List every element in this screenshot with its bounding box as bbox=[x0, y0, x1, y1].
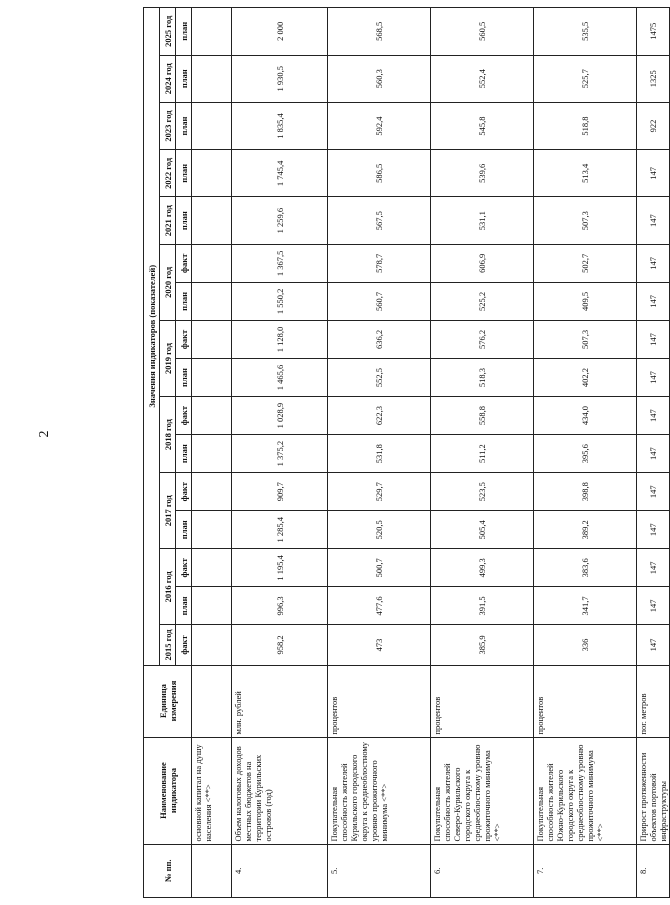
value-cell bbox=[192, 549, 232, 587]
value-cell bbox=[192, 150, 232, 197]
document-table-sheet bbox=[143, 7, 668, 898]
value-cell: 147 bbox=[637, 511, 670, 549]
value-cell: 606,9 bbox=[431, 244, 534, 282]
value-cell bbox=[192, 397, 232, 435]
header-subcolumn: факт bbox=[176, 244, 192, 282]
header-year: 2016 год bbox=[160, 549, 176, 625]
indicator-name: Покупательная способность жителей Курильского городского округа к среднеоблостному уровню прожиточного минимума <**> bbox=[328, 737, 431, 844]
indicator-unit bbox=[192, 665, 232, 737]
value-cell: 383,6 bbox=[534, 549, 637, 587]
indicator-unit: пог. метров bbox=[637, 665, 670, 737]
table-row bbox=[192, 8, 232, 898]
value-cell bbox=[192, 625, 232, 665]
header-subcolumn: план bbox=[176, 197, 192, 244]
page-number: 2 bbox=[37, 430, 52, 438]
value-cell: 560,3 bbox=[328, 55, 431, 102]
table-row bbox=[637, 8, 670, 898]
value-cell: 1 285,4 bbox=[232, 511, 328, 549]
value-cell: 636,2 bbox=[328, 320, 431, 358]
header-subcolumn: факт bbox=[176, 625, 192, 665]
table-row bbox=[534, 8, 637, 898]
value-cell: 1 550,2 bbox=[232, 282, 328, 320]
value-cell bbox=[192, 435, 232, 473]
value-cell: 529,7 bbox=[328, 473, 431, 511]
row-number bbox=[192, 844, 232, 897]
value-cell: 341,7 bbox=[534, 587, 637, 625]
value-cell: 622,3 bbox=[328, 397, 431, 435]
header-subcolumn: факт bbox=[176, 549, 192, 587]
value-cell: 520,5 bbox=[328, 511, 431, 549]
value-cell: 147 bbox=[637, 320, 670, 358]
value-cell: 539,6 bbox=[431, 150, 534, 197]
header-subcolumn: план bbox=[176, 587, 192, 625]
value-cell: 147 bbox=[637, 435, 670, 473]
value-cell: 385,9 bbox=[431, 625, 534, 665]
row-number: 6. bbox=[431, 844, 534, 897]
row-number: 4. bbox=[232, 844, 328, 897]
value-cell bbox=[192, 244, 232, 282]
header-subcolumn: план bbox=[176, 511, 192, 549]
value-cell: 1 835,4 bbox=[232, 102, 328, 149]
value-cell bbox=[192, 587, 232, 625]
header-year: 2018 год bbox=[160, 397, 176, 473]
value-cell: 592,4 bbox=[328, 102, 431, 149]
header-values-group: Значения индикаторов (показателей) bbox=[144, 8, 160, 666]
value-cell: 578,7 bbox=[328, 244, 431, 282]
value-cell: 560,7 bbox=[328, 282, 431, 320]
header-subcolumn: план bbox=[176, 8, 192, 56]
header-year: 2021 год bbox=[160, 197, 176, 244]
indicator-name: Покупательная способность жителей Южно-Курильского городского округа к среднеоблостному уровню прожиточного минимума <**> bbox=[534, 737, 637, 844]
value-cell: 391,5 bbox=[431, 587, 534, 625]
table-row bbox=[232, 8, 328, 898]
value-cell: 507,3 bbox=[534, 320, 637, 358]
value-cell bbox=[192, 358, 232, 396]
value-cell: 523,5 bbox=[431, 473, 534, 511]
value-cell: 473 bbox=[328, 625, 431, 665]
header-no: № пп. bbox=[144, 844, 192, 897]
value-cell: 1 930,5 bbox=[232, 55, 328, 102]
value-cell: 518,3 bbox=[431, 358, 534, 396]
indicator-unit: млн. рублей bbox=[232, 665, 328, 737]
header-year: 2020 год bbox=[160, 244, 176, 320]
value-cell: 147 bbox=[637, 587, 670, 625]
header-subcolumn: план bbox=[176, 102, 192, 149]
value-cell: 545,8 bbox=[431, 102, 534, 149]
value-cell: 558,8 bbox=[431, 397, 534, 435]
header-subcolumn: факт bbox=[176, 320, 192, 358]
value-cell: 1 375,2 bbox=[232, 435, 328, 473]
value-cell: 909,7 bbox=[232, 473, 328, 511]
indicator-unit: процентов bbox=[534, 665, 637, 737]
value-cell: 1325 bbox=[637, 55, 670, 102]
value-cell: 1 745,4 bbox=[232, 150, 328, 197]
table-row bbox=[328, 8, 431, 898]
value-cell: 511,2 bbox=[431, 435, 534, 473]
header-year: 2017 год bbox=[160, 473, 176, 549]
value-cell: 922 bbox=[637, 102, 670, 149]
header-year: 2025 год bbox=[160, 8, 176, 56]
value-cell: 477,6 bbox=[328, 587, 431, 625]
header-subcolumn: план bbox=[176, 358, 192, 396]
value-cell: 505,4 bbox=[431, 511, 534, 549]
value-cell bbox=[192, 320, 232, 358]
value-cell: 535,5 bbox=[534, 8, 637, 56]
value-cell: 1 465,6 bbox=[232, 358, 328, 396]
value-cell: 552,5 bbox=[328, 358, 431, 396]
value-cell: 500,7 bbox=[328, 549, 431, 587]
value-cell bbox=[192, 102, 232, 149]
indicator-name: Прирост протяженности объектов портовой инфраструктуры bbox=[637, 737, 670, 844]
value-cell: 402,2 bbox=[534, 358, 637, 396]
value-cell: 518,8 bbox=[534, 102, 637, 149]
value-cell: 409,5 bbox=[534, 282, 637, 320]
value-cell: 147 bbox=[637, 358, 670, 396]
value-cell: 552,4 bbox=[431, 55, 534, 102]
header-year: 2022 год bbox=[160, 150, 176, 197]
header-year: 2023 год bbox=[160, 102, 176, 149]
value-cell: 389,2 bbox=[534, 511, 637, 549]
value-cell: 398,8 bbox=[534, 473, 637, 511]
header-subcolumn: план bbox=[176, 150, 192, 197]
value-cell bbox=[192, 282, 232, 320]
indicator-unit: процентов bbox=[328, 665, 431, 737]
value-cell: 336 bbox=[534, 625, 637, 665]
value-cell: 147 bbox=[637, 549, 670, 587]
value-cell bbox=[192, 197, 232, 244]
indicator-unit: процентов bbox=[431, 665, 534, 737]
header-subcolumn: факт bbox=[176, 473, 192, 511]
header-unit: Единица измерения bbox=[144, 665, 192, 737]
value-cell: 147 bbox=[637, 625, 670, 665]
indicator-name: Объем налоговых доходов местных бюджетов на территории Курильских островов (год) bbox=[232, 737, 328, 844]
header-subcolumn: план bbox=[176, 282, 192, 320]
value-cell: 531,8 bbox=[328, 435, 431, 473]
indicators-table bbox=[143, 7, 670, 898]
value-cell bbox=[192, 473, 232, 511]
value-cell: 147 bbox=[637, 150, 670, 197]
value-cell: 576,2 bbox=[431, 320, 534, 358]
indicator-name: Покупательная способность жителей Северо-Курильского городского округа к среднеоблостному уровню прожиточного минимума <**> bbox=[431, 737, 534, 844]
value-cell: 567,5 bbox=[328, 197, 431, 244]
header-subcolumn: план bbox=[176, 435, 192, 473]
value-cell: 560,5 bbox=[431, 8, 534, 56]
value-cell: 2 000 bbox=[232, 8, 328, 56]
value-cell: 147 bbox=[637, 244, 670, 282]
value-cell: 147 bbox=[637, 473, 670, 511]
header-year: 2019 год bbox=[160, 320, 176, 396]
value-cell: 1 195,4 bbox=[232, 549, 328, 587]
value-cell: 958,2 bbox=[232, 625, 328, 665]
value-cell: 147 bbox=[637, 197, 670, 244]
row-number: 5. bbox=[328, 844, 431, 897]
value-cell: 568,5 bbox=[328, 8, 431, 56]
value-cell bbox=[192, 55, 232, 102]
value-cell: 147 bbox=[637, 397, 670, 435]
value-cell: 1475 bbox=[637, 8, 670, 56]
indicator-name: основной капитал на душу населения <**> bbox=[192, 737, 232, 844]
value-cell: 513,4 bbox=[534, 150, 637, 197]
value-cell: 1 128,0 bbox=[232, 320, 328, 358]
table-row bbox=[431, 8, 534, 898]
header-subcolumn: факт bbox=[176, 397, 192, 435]
value-cell: 395,6 bbox=[534, 435, 637, 473]
header-year: 2024 год bbox=[160, 55, 176, 102]
value-cell: 531,1 bbox=[431, 197, 534, 244]
value-cell: 434,0 bbox=[534, 397, 637, 435]
value-cell: 996,3 bbox=[232, 587, 328, 625]
value-cell: 502,7 bbox=[534, 244, 637, 282]
value-cell: 525,2 bbox=[431, 282, 534, 320]
header-name: Наименование индикатора bbox=[144, 737, 192, 844]
value-cell: 1 367,5 bbox=[232, 244, 328, 282]
row-number: 8. bbox=[637, 844, 670, 897]
value-cell: 525,7 bbox=[534, 55, 637, 102]
header-subcolumn: план bbox=[176, 55, 192, 102]
value-cell bbox=[192, 8, 232, 56]
value-cell: 1 259,6 bbox=[232, 197, 328, 244]
value-cell: 1 028,9 bbox=[232, 397, 328, 435]
value-cell: 586,5 bbox=[328, 150, 431, 197]
row-number: 7. bbox=[534, 844, 637, 897]
value-cell bbox=[192, 511, 232, 549]
header-year: 2015 год bbox=[160, 625, 176, 665]
value-cell: 147 bbox=[637, 282, 670, 320]
value-cell: 499,3 bbox=[431, 549, 534, 587]
value-cell: 507,3 bbox=[534, 197, 637, 244]
